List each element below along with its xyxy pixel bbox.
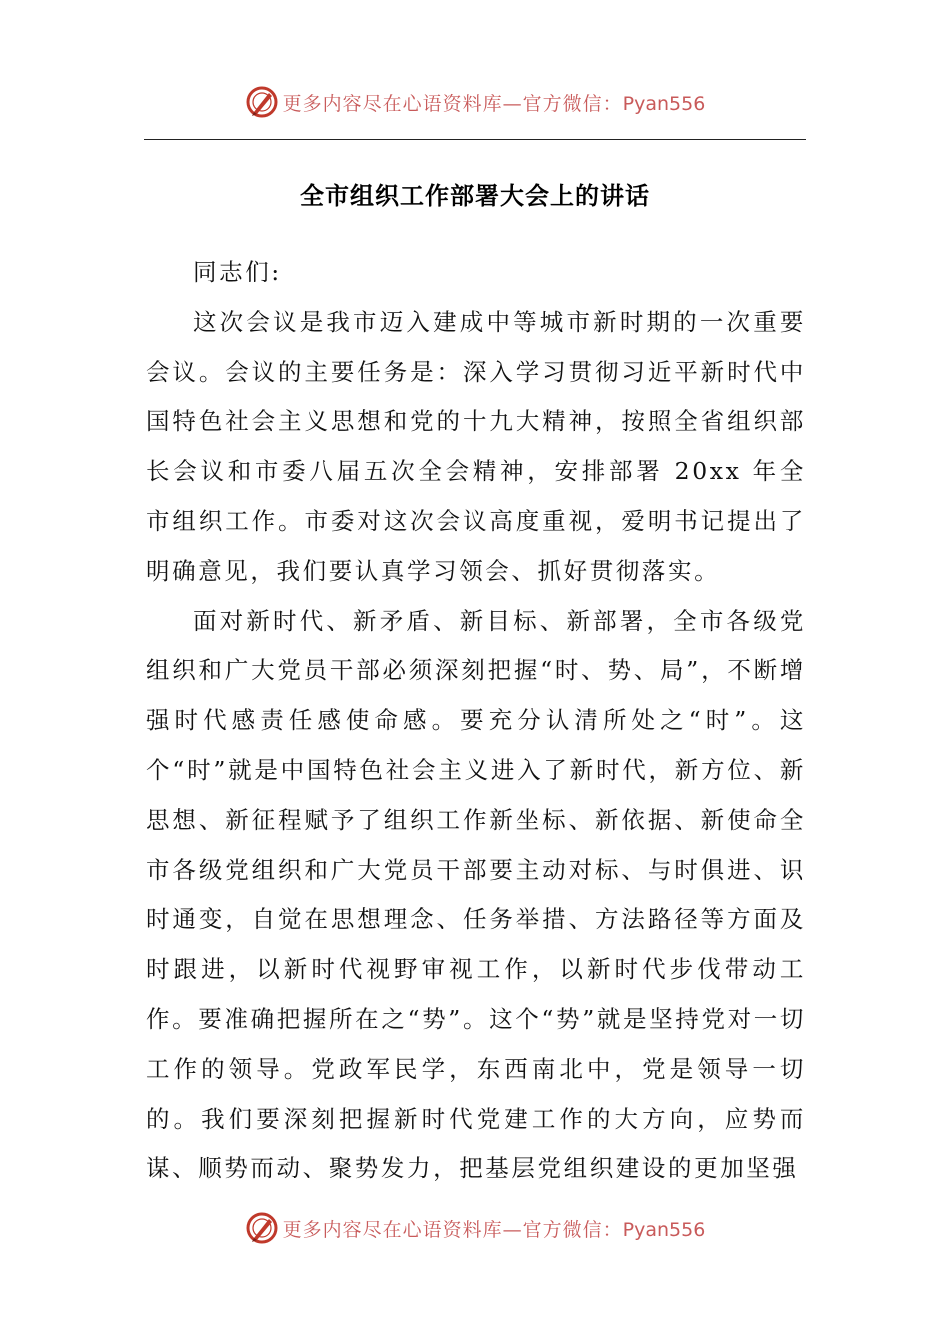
pen-logo-icon [245,85,279,119]
footer-banner [0,1208,950,1248]
paragraph: 面对新时代、新矛盾、新目标、新部署，全市各级党组织和广大党员干部必须深刻把握“时、势、局”，不断增强时代感责任感使命感。要充分认清所处之“时”。这个“时”就是中国特色社会主义进入了新时代，新方位、新思想、新征程赋予了组织工作新坐标、新依据、新使命全市各级党组织和广大党员干部要主动对标、与时俱进、识时通变，自觉在思想理念、任务举措、方法路径等方面及时跟进，以新时代视野审视工作，以新时代步伐带动工作。要准确把握所在之“势”。这个“势”就是坚持党对一切工作的领导。党政军民学，东西南北中，党是领导一切的。我们要深刻把握新时代党建工作的大方向，应势而谋、顺势而动、聚势发力，把基层党组织建设的更加坚强 [146,606,806,1183]
paragraph: 这次会议是我市迈入建成中等城市新时期的一次重要会议。会议的主要任务是：深入学习贯彻习近平新时代中国特色社会主义思想和党的十九大精神，按照全省组织部长会议和市委八届五次全会精神，安排部署 20xx 年全市组织工作。市委对这次会议高度重视，爱明书记提出了明确意见，我们要认真学习领会、抓好贯彻落实。 [146,307,806,585]
pen-logo-icon [245,1211,279,1245]
document-title: 全市组织工作部署大会上的讲话 [300,181,650,210]
banner-text: 更多内容尽在心语资料库—官方微信：Pyan556 [282,1218,706,1241]
banner-text: 更多内容尽在心语资料库—官方微信：Pyan556 [282,92,706,115]
header-rule [144,139,806,140]
document-body [146,248,806,1194]
header-banner [0,82,950,122]
salutation: 同志们: [193,258,282,286]
